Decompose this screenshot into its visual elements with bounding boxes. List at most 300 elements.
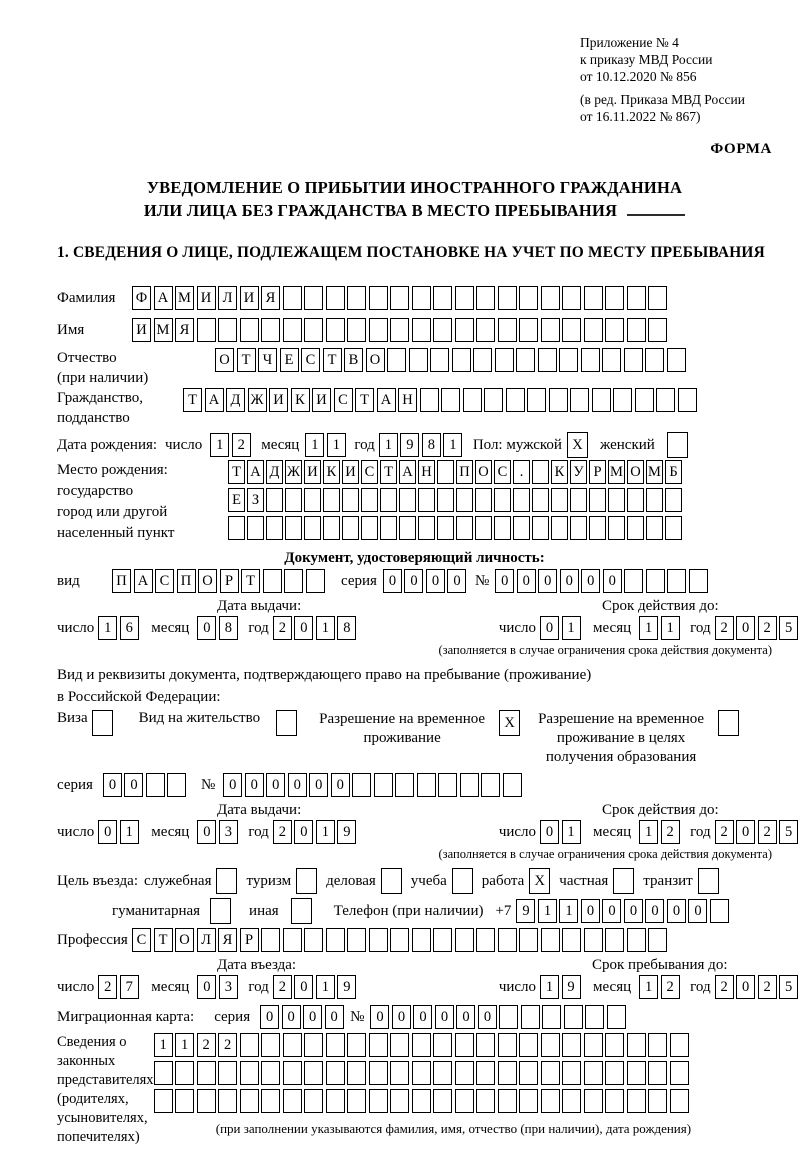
char-cell[interactable]: 9	[562, 975, 581, 999]
char-cell[interactable]	[437, 516, 454, 540]
char-cell[interactable]: М	[175, 286, 194, 310]
char-cell[interactable]	[541, 318, 560, 342]
char-cell[interactable]: 0	[540, 820, 559, 844]
char-cell[interactable]	[390, 1089, 409, 1113]
char-cell[interactable]	[342, 516, 359, 540]
char-cell[interactable]	[380, 516, 397, 540]
char-cell[interactable]: 5	[779, 975, 798, 999]
char-cell[interactable]: 1	[562, 820, 581, 844]
char-cell[interactable]: И	[312, 388, 331, 412]
char-cell[interactable]	[284, 569, 303, 593]
char-cell[interactable]	[481, 773, 500, 797]
char-cell[interactable]: 1	[316, 616, 335, 640]
purpose-transit-checkbox[interactable]	[698, 868, 719, 894]
char-cell[interactable]	[247, 516, 264, 540]
char-cell[interactable]: С	[494, 460, 511, 484]
char-cell[interactable]	[326, 318, 345, 342]
char-cell[interactable]	[635, 388, 654, 412]
char-cell[interactable]	[624, 348, 643, 372]
char-cell[interactable]	[589, 516, 606, 540]
char-cell[interactable]	[361, 488, 378, 512]
char-cell[interactable]	[670, 1061, 689, 1085]
char-cell[interactable]: 9	[337, 820, 356, 844]
char-cell[interactable]: 6	[120, 616, 139, 640]
char-cell[interactable]: 1	[639, 616, 658, 640]
char-cell[interactable]	[326, 1061, 345, 1085]
char-cell[interactable]	[476, 1089, 495, 1113]
char-cell[interactable]	[438, 773, 457, 797]
char-cell[interactable]	[627, 1033, 646, 1057]
char-cell[interactable]: 0	[124, 773, 143, 797]
char-cell[interactable]	[304, 1061, 323, 1085]
char-cell[interactable]	[585, 1005, 604, 1029]
char-cell[interactable]	[352, 773, 371, 797]
char-cell[interactable]	[412, 928, 431, 952]
char-cell[interactable]	[602, 348, 621, 372]
char-cell[interactable]	[476, 318, 495, 342]
char-cell[interactable]	[516, 348, 535, 372]
char-cell[interactable]	[283, 1061, 302, 1085]
char-cell[interactable]	[323, 516, 340, 540]
purpose-other-checkbox[interactable]	[291, 898, 312, 924]
char-cell[interactable]	[326, 1033, 345, 1057]
purpose-tourism-checkbox[interactable]	[296, 868, 317, 894]
char-cell[interactable]: 1	[120, 820, 139, 844]
char-cell[interactable]	[562, 928, 581, 952]
char-cell[interactable]	[476, 928, 495, 952]
char-cell[interactable]	[584, 1033, 603, 1057]
char-cell[interactable]: 0	[517, 569, 536, 593]
char-cell[interactable]	[283, 318, 302, 342]
char-cell[interactable]	[541, 286, 560, 310]
char-cell[interactable]: 0	[383, 569, 402, 593]
char-cell[interactable]: Я	[175, 318, 194, 342]
char-cell[interactable]	[527, 388, 546, 412]
char-cell[interactable]	[494, 516, 511, 540]
char-cell[interactable]	[412, 1089, 431, 1113]
char-cell[interactable]	[513, 516, 530, 540]
char-cell[interactable]	[456, 488, 473, 512]
char-cell[interactable]: Т	[237, 348, 256, 372]
char-cell[interactable]: Е	[280, 348, 299, 372]
char-cell[interactable]	[498, 1033, 517, 1057]
char-cell[interactable]: 0	[282, 1005, 301, 1029]
char-cell[interactable]: С	[132, 928, 151, 952]
char-cell[interactable]	[541, 928, 560, 952]
char-cell[interactable]	[390, 1033, 409, 1057]
char-cell[interactable]: 0	[223, 773, 242, 797]
char-cell[interactable]	[433, 928, 452, 952]
char-cell[interactable]: 1	[316, 975, 335, 999]
char-cell[interactable]: 0	[540, 616, 559, 640]
char-cell[interactable]: О	[215, 348, 234, 372]
char-cell[interactable]	[605, 928, 624, 952]
char-cell[interactable]	[218, 1061, 237, 1085]
char-cell[interactable]: Р	[589, 460, 606, 484]
char-cell[interactable]	[648, 318, 667, 342]
char-cell[interactable]	[519, 1033, 538, 1057]
char-cell[interactable]: 9	[337, 975, 356, 999]
char-cell[interactable]	[266, 488, 283, 512]
char-cell[interactable]: С	[301, 348, 320, 372]
char-cell[interactable]	[369, 1089, 388, 1113]
char-cell[interactable]	[513, 488, 530, 512]
char-cell[interactable]: 0	[288, 773, 307, 797]
char-cell[interactable]	[689, 569, 708, 593]
char-cell[interactable]: К	[291, 388, 310, 412]
char-cell[interactable]: А	[154, 286, 173, 310]
char-cell[interactable]	[409, 348, 428, 372]
char-cell[interactable]: 0	[624, 899, 643, 923]
char-cell[interactable]	[437, 488, 454, 512]
char-cell[interactable]	[387, 348, 406, 372]
char-cell[interactable]	[605, 1061, 624, 1085]
char-cell[interactable]	[306, 569, 325, 593]
char-cell[interactable]	[499, 1005, 518, 1029]
char-cell[interactable]	[456, 516, 473, 540]
char-cell[interactable]	[433, 1089, 452, 1113]
char-cell[interactable]: 0	[581, 899, 600, 923]
char-cell[interactable]	[519, 1089, 538, 1113]
char-cell[interactable]	[562, 286, 581, 310]
char-cell[interactable]: А	[377, 388, 396, 412]
char-cell[interactable]	[420, 388, 439, 412]
char-cell[interactable]: 2	[715, 975, 734, 999]
char-cell[interactable]	[541, 1089, 560, 1113]
char-cell[interactable]	[218, 1089, 237, 1113]
char-cell[interactable]	[412, 286, 431, 310]
char-cell[interactable]: 1	[562, 616, 581, 640]
char-cell[interactable]: Е	[228, 488, 245, 512]
char-cell[interactable]: А	[205, 388, 224, 412]
char-cell[interactable]	[678, 388, 697, 412]
char-cell[interactable]	[570, 516, 587, 540]
char-cell[interactable]	[433, 1033, 452, 1057]
char-cell[interactable]: 2	[218, 1033, 237, 1057]
char-cell[interactable]	[667, 569, 686, 593]
char-cell[interactable]	[584, 318, 603, 342]
char-cell[interactable]: И	[304, 460, 321, 484]
char-cell[interactable]: 0	[538, 569, 557, 593]
char-cell[interactable]	[584, 1089, 603, 1113]
char-cell[interactable]	[665, 516, 682, 540]
char-cell[interactable]: 2	[661, 820, 680, 844]
purpose-work-checkbox[interactable]: X	[529, 868, 550, 894]
char-cell[interactable]: 0	[603, 569, 622, 593]
char-cell[interactable]: У	[570, 460, 587, 484]
char-cell[interactable]: С	[361, 460, 378, 484]
char-cell[interactable]: 0	[98, 820, 117, 844]
char-cell[interactable]	[261, 1089, 280, 1113]
char-cell[interactable]: .	[513, 460, 530, 484]
char-cell[interactable]: 8	[337, 616, 356, 640]
char-cell[interactable]: 0	[667, 899, 686, 923]
char-cell[interactable]	[390, 928, 409, 952]
char-cell[interactable]	[605, 1033, 624, 1057]
char-cell[interactable]: 2	[758, 975, 777, 999]
char-cell[interactable]: П	[177, 569, 196, 593]
char-cell[interactable]	[361, 516, 378, 540]
char-cell[interactable]: М	[154, 318, 173, 342]
char-cell[interactable]	[646, 569, 665, 593]
char-cell[interactable]: 1	[559, 899, 578, 923]
char-cell[interactable]: Ф	[132, 286, 151, 310]
char-cell[interactable]: 1	[443, 433, 462, 457]
char-cell[interactable]: 1	[639, 820, 658, 844]
char-cell[interactable]	[624, 569, 643, 593]
char-cell[interactable]: А	[247, 460, 264, 484]
char-cell[interactable]	[549, 388, 568, 412]
char-cell[interactable]	[463, 388, 482, 412]
char-cell[interactable]	[498, 928, 517, 952]
purpose-humanitarian-checkbox[interactable]	[210, 898, 231, 924]
char-cell[interactable]	[551, 488, 568, 512]
char-cell[interactable]: Ж	[248, 388, 267, 412]
char-cell[interactable]: И	[132, 318, 151, 342]
char-cell[interactable]: 2	[197, 1033, 216, 1057]
char-cell[interactable]: 1	[175, 1033, 194, 1057]
char-cell[interactable]	[455, 928, 474, 952]
char-cell[interactable]: К	[551, 460, 568, 484]
char-cell[interactable]	[412, 1061, 431, 1085]
char-cell[interactable]: А	[134, 569, 153, 593]
char-cell[interactable]: 0	[495, 569, 514, 593]
char-cell[interactable]: 0	[688, 899, 707, 923]
char-cell[interactable]: С	[155, 569, 174, 593]
char-cell[interactable]: П	[112, 569, 131, 593]
char-cell[interactable]	[369, 286, 388, 310]
char-cell[interactable]	[532, 488, 549, 512]
char-cell[interactable]: А	[399, 460, 416, 484]
char-cell[interactable]	[326, 928, 345, 952]
char-cell[interactable]: К	[323, 460, 340, 484]
char-cell[interactable]	[506, 388, 525, 412]
char-cell[interactable]	[455, 1089, 474, 1113]
char-cell[interactable]	[304, 516, 321, 540]
char-cell[interactable]	[304, 1089, 323, 1113]
char-cell[interactable]	[347, 1061, 366, 1085]
char-cell[interactable]	[263, 569, 282, 593]
char-cell[interactable]	[648, 1089, 667, 1113]
char-cell[interactable]: 2	[758, 616, 777, 640]
char-cell[interactable]	[648, 1033, 667, 1057]
char-cell[interactable]	[592, 388, 611, 412]
char-cell[interactable]	[589, 488, 606, 512]
char-cell[interactable]	[380, 488, 397, 512]
char-cell[interactable]	[304, 928, 323, 952]
char-cell[interactable]	[347, 928, 366, 952]
char-cell[interactable]: Т	[380, 460, 397, 484]
char-cell[interactable]	[347, 318, 366, 342]
char-cell[interactable]: 8	[422, 433, 441, 457]
char-cell[interactable]: И	[240, 286, 259, 310]
char-cell[interactable]	[304, 488, 321, 512]
char-cell[interactable]: И	[342, 460, 359, 484]
char-cell[interactable]	[412, 1033, 431, 1057]
char-cell[interactable]: 2	[273, 975, 292, 999]
char-cell[interactable]: 0	[645, 899, 664, 923]
char-cell[interactable]	[670, 1033, 689, 1057]
char-cell[interactable]: 1	[661, 616, 680, 640]
char-cell[interactable]: Т	[323, 348, 342, 372]
char-cell[interactable]	[399, 516, 416, 540]
char-cell[interactable]: Я	[218, 928, 237, 952]
char-cell[interactable]: 0	[413, 1005, 432, 1029]
char-cell[interactable]: М	[608, 460, 625, 484]
char-cell[interactable]: 0	[309, 773, 328, 797]
char-cell[interactable]: 0	[581, 569, 600, 593]
char-cell[interactable]	[460, 773, 479, 797]
char-cell[interactable]	[476, 1061, 495, 1085]
char-cell[interactable]	[562, 1061, 581, 1085]
char-cell[interactable]	[551, 516, 568, 540]
char-cell[interactable]: З	[247, 488, 264, 512]
char-cell[interactable]: М	[646, 460, 663, 484]
char-cell[interactable]: 2	[758, 820, 777, 844]
char-cell[interactable]	[390, 286, 409, 310]
purpose-private-checkbox[interactable]	[613, 868, 634, 894]
char-cell[interactable]	[218, 318, 237, 342]
char-cell[interactable]	[607, 1005, 626, 1029]
char-cell[interactable]	[584, 1061, 603, 1085]
char-cell[interactable]: О	[366, 348, 385, 372]
char-cell[interactable]	[559, 348, 578, 372]
char-cell[interactable]	[399, 488, 416, 512]
char-cell[interactable]	[285, 488, 302, 512]
char-cell[interactable]	[154, 1061, 173, 1085]
char-cell[interactable]	[648, 1061, 667, 1085]
char-cell[interactable]: 0	[602, 899, 621, 923]
char-cell[interactable]	[418, 516, 435, 540]
char-cell[interactable]	[498, 286, 517, 310]
char-cell[interactable]: Д	[266, 460, 283, 484]
char-cell[interactable]	[670, 1089, 689, 1113]
char-cell[interactable]	[532, 460, 549, 484]
char-cell[interactable]	[304, 1033, 323, 1057]
char-cell[interactable]: 1	[327, 433, 346, 457]
char-cell[interactable]: Т	[154, 928, 173, 952]
char-cell[interactable]: 2	[715, 820, 734, 844]
char-cell[interactable]: О	[475, 460, 492, 484]
char-cell[interactable]: 0	[456, 1005, 475, 1029]
purpose-official-checkbox[interactable]	[216, 868, 237, 894]
char-cell[interactable]	[369, 1061, 388, 1085]
char-cell[interactable]	[519, 928, 538, 952]
char-cell[interactable]: 0	[478, 1005, 497, 1029]
char-cell[interactable]	[418, 488, 435, 512]
temp-permit-checkbox[interactable]: X	[499, 710, 520, 736]
char-cell[interactable]	[665, 488, 682, 512]
char-cell[interactable]: Р	[240, 928, 259, 952]
char-cell[interactable]: 2	[98, 975, 117, 999]
char-cell[interactable]	[347, 1033, 366, 1057]
char-cell[interactable]	[323, 488, 340, 512]
char-cell[interactable]	[521, 1005, 540, 1029]
char-cell[interactable]	[494, 488, 511, 512]
char-cell[interactable]	[584, 286, 603, 310]
char-cell[interactable]	[369, 318, 388, 342]
char-cell[interactable]	[605, 318, 624, 342]
char-cell[interactable]	[455, 286, 474, 310]
char-cell[interactable]	[538, 348, 557, 372]
char-cell[interactable]	[146, 773, 165, 797]
temp-permit-edu-checkbox[interactable]	[718, 710, 739, 736]
char-cell[interactable]: 0	[197, 820, 216, 844]
char-cell[interactable]	[562, 1033, 581, 1057]
char-cell[interactable]: 2	[273, 616, 292, 640]
char-cell[interactable]: Р	[220, 569, 239, 593]
char-cell[interactable]	[541, 1061, 560, 1085]
char-cell[interactable]	[608, 516, 625, 540]
char-cell[interactable]: 0	[303, 1005, 322, 1029]
char-cell[interactable]	[519, 286, 538, 310]
char-cell[interactable]	[710, 899, 729, 923]
char-cell[interactable]	[347, 286, 366, 310]
char-cell[interactable]	[452, 348, 471, 372]
char-cell[interactable]: И	[197, 286, 216, 310]
purpose-business-checkbox[interactable]	[381, 868, 402, 894]
char-cell[interactable]: Ж	[285, 460, 302, 484]
char-cell[interactable]: 1	[154, 1033, 173, 1057]
char-cell[interactable]: Л	[218, 286, 237, 310]
purpose-study-checkbox[interactable]	[452, 868, 473, 894]
char-cell[interactable]	[374, 773, 393, 797]
char-cell[interactable]	[197, 1061, 216, 1085]
char-cell[interactable]: 2	[661, 975, 680, 999]
char-cell[interactable]	[228, 516, 245, 540]
char-cell[interactable]	[285, 516, 302, 540]
char-cell[interactable]: Т	[241, 569, 260, 593]
char-cell[interactable]: 3	[219, 975, 238, 999]
char-cell[interactable]: 2	[273, 820, 292, 844]
char-cell[interactable]	[605, 1089, 624, 1113]
char-cell[interactable]: 7	[120, 975, 139, 999]
char-cell[interactable]	[417, 773, 436, 797]
char-cell[interactable]	[437, 460, 454, 484]
char-cell[interactable]	[441, 388, 460, 412]
char-cell[interactable]	[433, 1061, 452, 1085]
char-cell[interactable]	[498, 1061, 517, 1085]
char-cell[interactable]: 5	[779, 616, 798, 640]
char-cell[interactable]: Т	[355, 388, 374, 412]
char-cell[interactable]	[433, 286, 452, 310]
char-cell[interactable]	[266, 516, 283, 540]
char-cell[interactable]: 1	[379, 433, 398, 457]
char-cell[interactable]	[261, 1061, 280, 1085]
char-cell[interactable]: 2	[232, 433, 251, 457]
char-cell[interactable]: 0	[325, 1005, 344, 1029]
char-cell[interactable]	[495, 348, 514, 372]
char-cell[interactable]: 2	[715, 616, 734, 640]
char-cell[interactable]	[197, 1089, 216, 1113]
char-cell[interactable]	[283, 928, 302, 952]
char-cell[interactable]	[570, 488, 587, 512]
char-cell[interactable]: 5	[779, 820, 798, 844]
char-cell[interactable]	[475, 516, 492, 540]
char-cell[interactable]	[648, 286, 667, 310]
char-cell[interactable]: Ч	[258, 348, 277, 372]
char-cell[interactable]: 0	[404, 569, 423, 593]
char-cell[interactable]	[581, 348, 600, 372]
char-cell[interactable]	[175, 1061, 194, 1085]
char-cell[interactable]: 1	[98, 616, 117, 640]
char-cell[interactable]	[627, 286, 646, 310]
char-cell[interactable]	[627, 1061, 646, 1085]
char-cell[interactable]: Н	[398, 388, 417, 412]
char-cell[interactable]: О	[627, 460, 644, 484]
char-cell[interactable]	[605, 286, 624, 310]
char-cell[interactable]: Д	[226, 388, 245, 412]
